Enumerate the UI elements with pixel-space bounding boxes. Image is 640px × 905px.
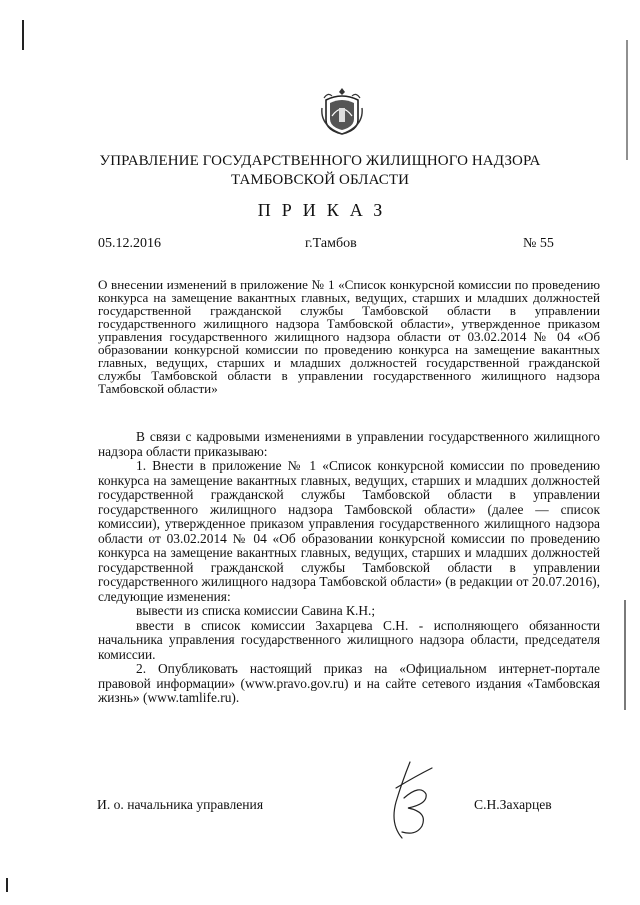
- coat-of-arms-emblem: [320, 86, 364, 136]
- document-number: № 55: [523, 236, 554, 251]
- signatory-name: С.Н.Захарцев: [474, 797, 552, 812]
- scan-edge-mark-right: [626, 40, 628, 160]
- body-change-1: вывести из списка комиссии Савина К.Н.;: [136, 603, 376, 618]
- document-type: ПРИКАЗ: [257, 200, 394, 220]
- body-item-2: 2. Опубликовать настоящий приказ на «Официальном интернет-портале правовой информации» (www.pravo.gov.ru) и на сайте сетевого издания «Тамбовская жизнь» (www.tamlife.ru).: [98, 661, 600, 705]
- scan-edge-mark-right-2: [624, 600, 626, 710]
- body-change-2: ввести в список комиссии Захарцева С.Н. - исполняющего обязанности начальника управления государственного жилищного надзора области, председателя комиссии.: [98, 617, 600, 662]
- document-date: 05.12.2016: [98, 236, 161, 251]
- handwritten-signature: [376, 758, 444, 848]
- document-city: г.Тамбов: [305, 236, 357, 251]
- body-intro: В связи с кадровыми изменениями в управлении государственного жилищного надзора области приказываю:: [98, 429, 600, 459]
- organization-title-line-2: ТАМБОВСКОЙ ОБЛАСТИ: [230, 172, 410, 188]
- signatory-title: И. о. начальника управления: [97, 797, 264, 812]
- organization-title: [40, 152, 600, 190]
- organization-title-line-1: УПРАВЛЕНИЕ ГОСУДАРСТВЕННОГО ЖИЛИЩНОГО НАДЗОРА: [99, 153, 541, 169]
- document-subject: О внесении изменений в приложение № 1 «Список конкурсной комиссии по проведению конкурса на замещение вакантных главных, ведущих, старших и младших должностей государственной гражданской службы Тамбовской области в управлении государственного жилищного надзора Тамбовской области», утвержденное приказом управления государственного жилищного надзора области от 03.02.2014 № 04 «Об образовании конкурсной комиссии по проведению конкурса на замещение вакантных главных, ведущих, старших и младших должностей государственной гражданской службы Тамбовской области в управлении государственного жилищного надзора Тамбовской области»: [98, 277, 600, 396]
- body-item-1: 1. Внести в приложение № 1 «Список конкурсной комиссии по проведению конкурса на замещение вакантных главных, ведущих, старших и младших должностей государственной гражданской службы Тамбовской области в управлении государственного жилищного надзора Тамбовской области» (далее — список комиссии), утвержденное приказом управления государственного жилищного надзора области от 03.02.2014 № 04 «Об образовании конкурсной комиссии по проведению конкурса на замещение вакантных главных, ведущих, старших и младших должностей государственной гражданской службы Тамбовской области в управлении государственного жилищного надзора Тамбовской области» (в редакции от 20.07.2016), следующие изменения:: [98, 458, 600, 604]
- scan-edge-mark-top-left: [22, 20, 24, 50]
- document-body: [98, 430, 600, 706]
- scan-edge-mark-bottom-left: [6, 878, 8, 892]
